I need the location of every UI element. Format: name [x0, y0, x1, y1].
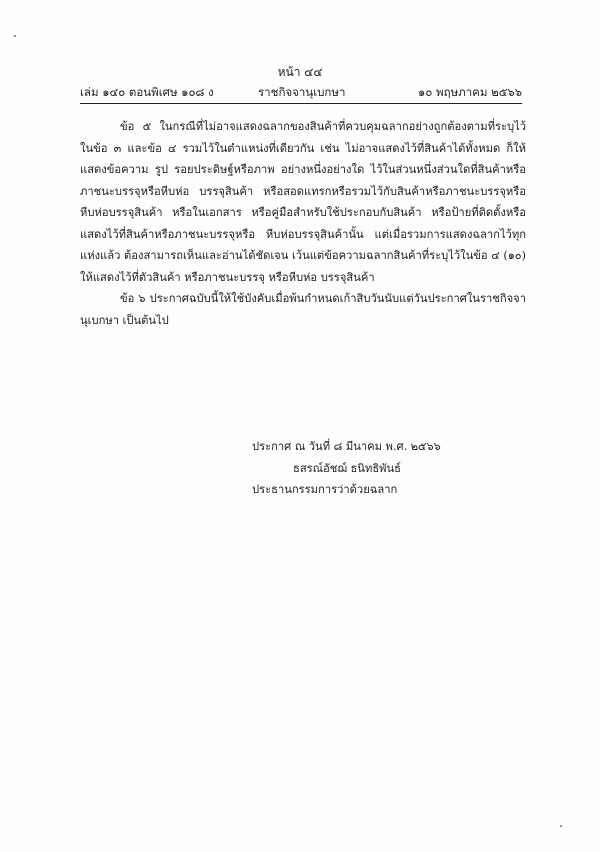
document-body — [80, 116, 526, 331]
scan-speck — [14, 35, 16, 37]
signatory-title: ประธานกรรมการว่าด้วยฉลาก — [252, 483, 398, 496]
header-divider — [80, 103, 522, 104]
publication-date: ๑๐ พฤษภาคม ๒๕๖๖ — [418, 85, 522, 99]
gazette-header — [80, 84, 522, 100]
clause-5-paragraph: ข้อ ๕ ในกรณีที่ไม่อาจแสดงฉลากของสินค้าที่ควบคุมฉลากอย่างถูกต้องตามที่ระบุไว้ในข้อ ๓ และข้อ ๔ รวมไว้ในตำแหน่งที่เดียวกัน เช่น ไม่อาจแสดงไว้ที่สินค้าได้ทั้งหมด ก็ให้แสดงข้อความ รูป รอยประดิษฐ์หรือภาพ อย่างหนึ่งอย่างใด ไว้ในส่วนหนึ่งส่วนใดที่สินค้าหรือภาชนะบรรจุหรือหีบห่อ บรรจุสินค้า หรือสอดแทรกหรือรวมไว้กับสินค้าหรือภาชนะบรรจุหรือหีบห่อบรรจุสินค้า หรือในเอกสาร หรือคู่มือสำหรับใช้ประกอบกับสินค้า หรือป้ายที่ติดตั้งหรือแสดงไว้ที่สินค้าหรือภาชนะบรรจุหรือ หีบห่อบรรจุสินค้านั้น แต่เมื่อรวมการแสดงฉลากไว้ทุกแห่งแล้ว ต้องสามารถเห็นและอ่านได้ชัดเจน เว้นแต่ข้อความฉลากสินค้าที่ระบุไว้ในข้อ ๔ (๑๐) ให้แสดงไว้ที่ตัวสินค้า หรือภาชนะบรรจุ หรือหีบห่อ บรรจุสินค้า — [80, 120, 526, 284]
signature-block — [252, 436, 542, 501]
clause-6-paragraph: ข้อ ๖ ประกาศฉบับนี้ให้ใช้บังคับเมื่อพ้นกำหนดเก้าสิบวันนับแต่วันประกาศในราชกิจจานุเบกษา เป็นต้นไป — [80, 292, 526, 327]
volume-issue: เล่ม ๑๔๐ ตอนพิเศษ ๑๐๘ ง — [80, 85, 214, 99]
announcement-date: ประกาศ ณ วันที่ ๘ มีนาคม พ.ศ. ๒๕๖๖ — [252, 440, 441, 453]
gazette-title: ราชกิจจานุเบกษา — [258, 85, 346, 99]
scan-speck — [560, 825, 562, 827]
signatory-name: ธสรณ์อัชฌ์ ธนิทธิพันธ์ — [293, 461, 402, 475]
page-number: หน้า ๔๔ — [277, 65, 323, 79]
